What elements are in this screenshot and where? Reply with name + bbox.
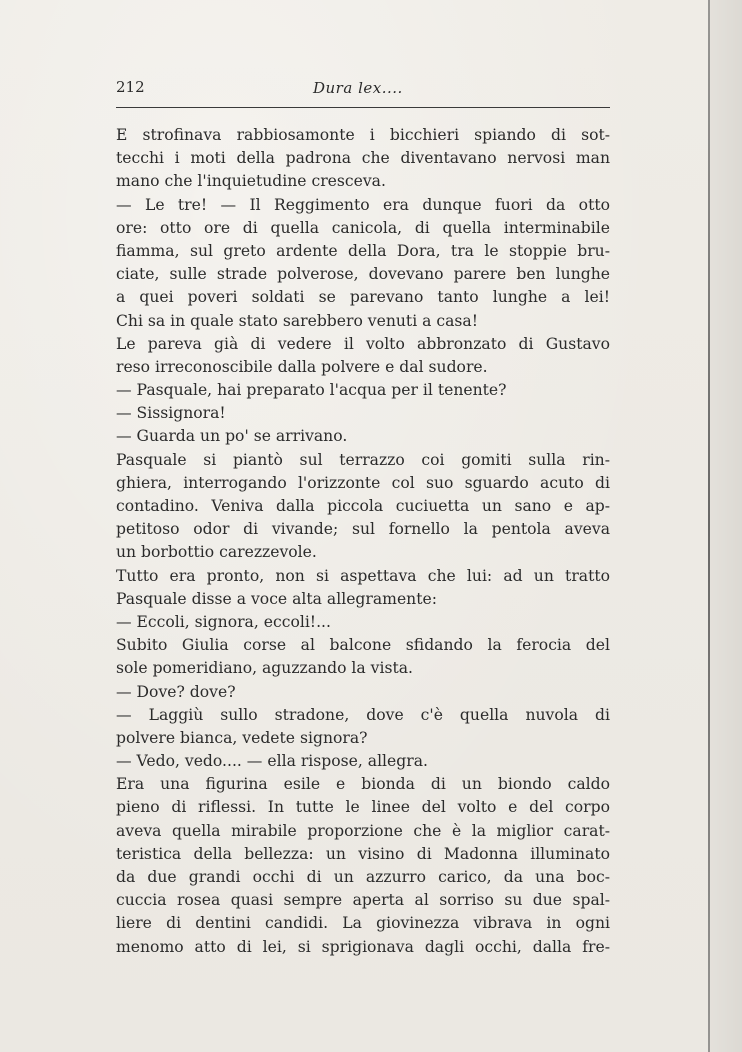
text-line: polvere bianca, vedete signora? [116,728,368,747]
text-line: reso irreconoscibile dalla polvere e dal sudore. [116,357,488,376]
text-line: mano che l'inquietudine cresceva. [116,172,386,191]
text-line: Era una figurina esile e bionda di un biondo caldo [116,775,610,794]
text-line: da due grandi occhi di un azzurro carico, da una boc- [116,868,610,886]
text-line: cuccia rosea quasi sempre aperta al sorriso su due spal- [116,891,610,910]
text-line: — Vedo, vedo.... — ella rispose, allegra. [116,752,428,771]
page-header [116,78,610,104]
text-line: — Pasquale, hai preparato l'acqua per il tenente? [116,381,507,400]
header-rule [116,107,610,108]
text-line: Pasquale disse a voce alta allegramente: [116,589,437,608]
text-line: Chi sa in quale stato sarebbero venuti a casa! [116,311,478,330]
text-line: contadino. Veniva dalla piccola cuciuetta un sano e ap- [116,497,610,515]
text-line: liere di dentini candidi. La giovinezza vibrava in ogni [116,914,610,933]
page-gutter-shadow [710,0,742,1052]
body-text [116,124,610,959]
text-line: — Guarda un po' se arrivano. [116,427,348,446]
text-line: ciate, sulle strade polverose, dovevano parere ben lunghe [116,265,610,284]
text-line: Le pareva già di vedere il volto abbronzato di Gustavo [116,334,610,353]
text-line: ore: otto ore di quella canicola, di quella interminabile [116,218,610,237]
text-line: Subito Giulia corse al balcone sfidando la ferocia del [116,636,610,655]
page-edge-line [708,0,710,1052]
text-line: fiamma, sul greto ardente della Dora, tra le stoppie bru- [116,241,610,260]
text-line: a quei poveri soldati se parevano tanto lunghe a lei! [116,288,610,307]
text-line: — Laggiù sullo stradone, dove c'è quella nuvola di [116,705,610,724]
text-line: E strofinava rabbiosamonte i bicchieri spiando di sot- [116,126,610,144]
text-line: — Sissignora! [116,404,226,423]
text-line: ghiera, interrogando l'orizzonte col suo sguardo acuto di [116,473,610,492]
text-line: tecchi i moti della padrona che diventavano nervosi man [116,149,610,168]
text-line: — Eccoli, signora, eccoli!... [116,612,331,631]
text-line: — Dove? dove? [116,682,236,701]
running-title: Dura lex.... [313,79,403,97]
text-line: Tutto era pronto, non si aspettava che lui: ad un tratto [116,566,610,585]
text-line: petitoso odor di vivande; sul fornello la pentola aveva [116,520,610,539]
text-line: sole pomeridiano, aguzzando la vista. [116,659,413,678]
text-line: menomo atto di lei, si sprigionava dagli occhi, dalla fre- [116,937,610,956]
text-line: — Le tre! — Il Reggimento era dunque fuori da otto [116,195,610,214]
text-line: aveva quella mirabile proporzione che è la miglior carat- [116,821,610,840]
text-line: un borbottio carezzevole. [116,543,317,562]
text-line: pieno di riflessi. In tutte le linee del volto e del corpo [116,798,610,817]
text-line: Pasquale si piantò sul terrazzo coi gomiti sulla rin- [116,450,610,469]
page-number: 212 [116,78,145,96]
text-line: teristica della bellezza: un visino di Madonna illuminato [116,844,610,863]
